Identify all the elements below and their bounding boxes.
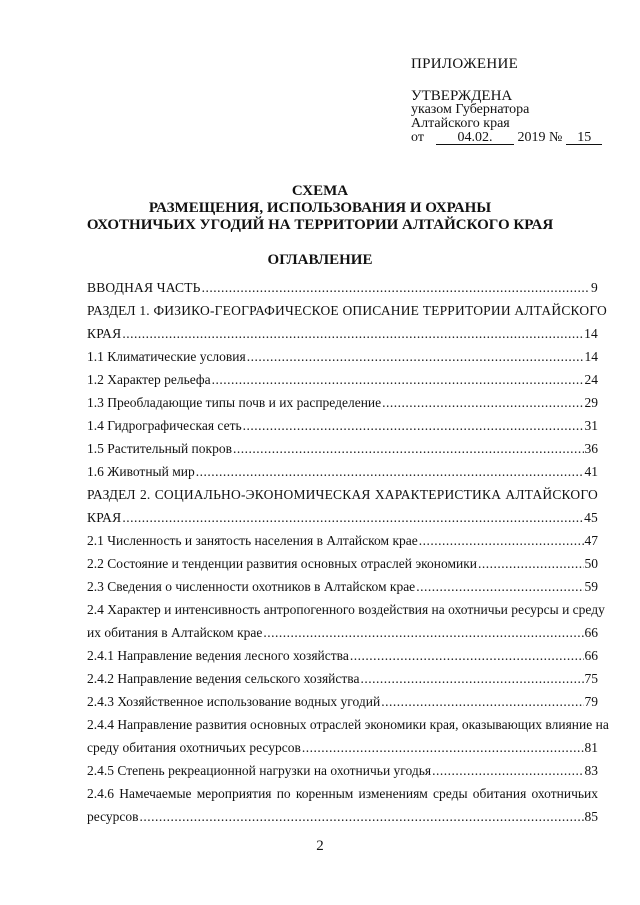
toc-entry-page: 75 <box>584 671 598 686</box>
title-line-3: ОХОТНИЧЬИХ УГОДИЙ НА ТЕРРИТОРИИ АЛТАЙСКОГО КРАЯ <box>86 217 554 233</box>
toc-entry-intro[interactable] <box>87 276 598 299</box>
title-scheme: СХЕМА <box>291 183 349 199</box>
toc-group-section-1 <box>87 345 598 483</box>
toc-entry-label: 2.4.2 Направление ведения сельского хозяйства <box>87 671 360 686</box>
toc-entry-label: КРАЯ <box>87 326 122 341</box>
toc-entry[interactable] <box>87 667 598 690</box>
toc-item-2-4-line1[interactable]: 2.4 Характер и интенсивность антропогенного воздействия на охотничьи ресурсы и среду <box>87 602 605 617</box>
page-number: 2 <box>316 838 324 854</box>
appendix-label: ПРИЛОЖЕНИЕ <box>411 56 519 72</box>
decree-number: 15 <box>566 131 602 145</box>
toc-entry-page: 36 <box>584 441 598 456</box>
toc-item-2-4-6-line2[interactable] <box>87 805 598 828</box>
title-line-2: РАЗМЕЩЕНИЯ, ИСПОЛЬЗОВАНИЯ И ОХРАНЫ <box>148 200 492 216</box>
toc-section-1-line1[interactable]: РАЗДЕЛ 1. ФИЗИКО-ГЕОГРАФИЧЕСКОЕ ОПИСАНИЕ ТЕРРИТОРИИ АЛТАЙСКОГО <box>87 303 607 318</box>
toc-group-2-4 <box>87 644 598 713</box>
toc-item-2-4-4-line1[interactable]: 2.4.4 Направление развития основных отраслей экономики края, оказывающих влияние на <box>87 717 609 732</box>
region-label: Алтайского края <box>411 116 510 131</box>
toc-entry-page: 45 <box>584 510 598 525</box>
toc-item-2-4-5[interactable] <box>87 759 598 782</box>
toc-entry-page: 59 <box>584 579 598 594</box>
toc-entry-page: 79 <box>584 694 598 709</box>
decree-label: указом Губернатора <box>411 102 530 117</box>
toc-entry-label: 1.6 Животный мир <box>87 464 195 479</box>
toc-entry-page: 14 <box>584 326 598 341</box>
toc-entry-label: 2.4.5 Степень рекреационной нагрузки на охотничьи угодья <box>87 763 432 778</box>
toc-section-2-line2[interactable] <box>87 506 598 529</box>
toc-entry-page: 14 <box>584 349 598 364</box>
number-label: № <box>548 130 563 145</box>
toc-entry-label: 2.3 Сведения о численности охотников в Алтайском крае <box>87 579 416 594</box>
toc-entry-label: 1.5 Растительный покров <box>87 441 232 456</box>
toc-entry[interactable] <box>87 529 598 552</box>
toc-entry-label: КРАЯ <box>87 510 122 525</box>
toc-entry-label: 1.4 Гидрографическая сеть <box>87 418 242 433</box>
toc-entry-page: 9 <box>591 280 598 295</box>
toc-entry-label: 2.4.3 Хозяйственное использование водных угодий <box>87 694 381 709</box>
toc-entry-label: их обитания в Алтайском крае <box>87 625 263 640</box>
decree-date: 04.02. <box>436 131 514 145</box>
toc-entry-page: 47 <box>584 533 598 548</box>
toc-entry-page: 29 <box>584 395 598 410</box>
toc-entry-label: ВВОДНАЯ ЧАСТЬ <box>87 280 201 295</box>
toc-entry-label: 1.2 Характер рельефа <box>87 372 211 387</box>
toc-entry[interactable] <box>87 552 598 575</box>
toc-entry[interactable] <box>87 437 598 460</box>
toc-entry-label: 2.2 Состояние и тенденции развития основных отраслей экономики <box>87 556 478 571</box>
toc-item-2-4-6-line1[interactable]: 2.4.6 Намечаемые мероприятия по коренным изменениям среды обитания охотничьих <box>87 786 598 801</box>
from-label: от <box>411 130 424 145</box>
toc-entry[interactable] <box>87 345 598 368</box>
table-of-contents <box>87 276 609 828</box>
toc-entry-page: 24 <box>584 372 598 387</box>
toc-section-1-line2[interactable] <box>87 322 598 345</box>
approved-label: УТВЕРЖДЕНА <box>411 88 513 104</box>
toc-entry-page: 41 <box>584 464 598 479</box>
toc-entry[interactable] <box>87 575 598 598</box>
toc-entry-page: 85 <box>584 809 598 824</box>
toc-entry[interactable] <box>87 460 598 483</box>
toc-entry-label: 2.1 Численность и занятость населения в Алтайском крае <box>87 533 418 548</box>
toc-entry-page: 83 <box>584 763 598 778</box>
toc-entry-page: 50 <box>584 556 598 571</box>
toc-entry-label: ресурсов <box>87 809 139 824</box>
toc-section-2-line1[interactable]: РАЗДЕЛ 2. СОЦИАЛЬНО-ЭКОНОМИЧЕСКАЯ ХАРАКТЕРИСТИКА АЛТАЙСКОГО <box>87 487 598 502</box>
toc-entry[interactable] <box>87 368 598 391</box>
toc-heading: ОГЛАВЛЕНИЕ <box>267 252 373 268</box>
toc-entry-page: 66 <box>584 648 598 663</box>
approval-block <box>411 89 602 145</box>
toc-entry[interactable] <box>87 644 598 667</box>
toc-entry[interactable] <box>87 391 598 414</box>
toc-entry-label: 2.4.1 Направление ведения лесного хозяйства <box>87 648 349 663</box>
decree-year: 2019 <box>517 130 546 145</box>
toc-item-2-4-4-line2[interactable] <box>87 736 598 759</box>
toc-entry-page: 31 <box>584 418 598 433</box>
toc-entry[interactable] <box>87 414 598 437</box>
toc-entry-label: среду обитания охотничьих ресурсов <box>87 740 301 755</box>
toc-entry-label: 1.3 Преобладающие типы почв и их распределение <box>87 395 382 410</box>
decree-date-line <box>411 131 602 145</box>
toc-entry-label: 1.1 Климатические условия <box>87 349 246 364</box>
toc-entry-page: 66 <box>584 625 598 640</box>
toc-item-2-4-line2[interactable] <box>87 621 598 644</box>
toc-entry-page: 81 <box>584 740 598 755</box>
toc-entry[interactable] <box>87 690 598 713</box>
toc-group-section-2 <box>87 529 598 598</box>
